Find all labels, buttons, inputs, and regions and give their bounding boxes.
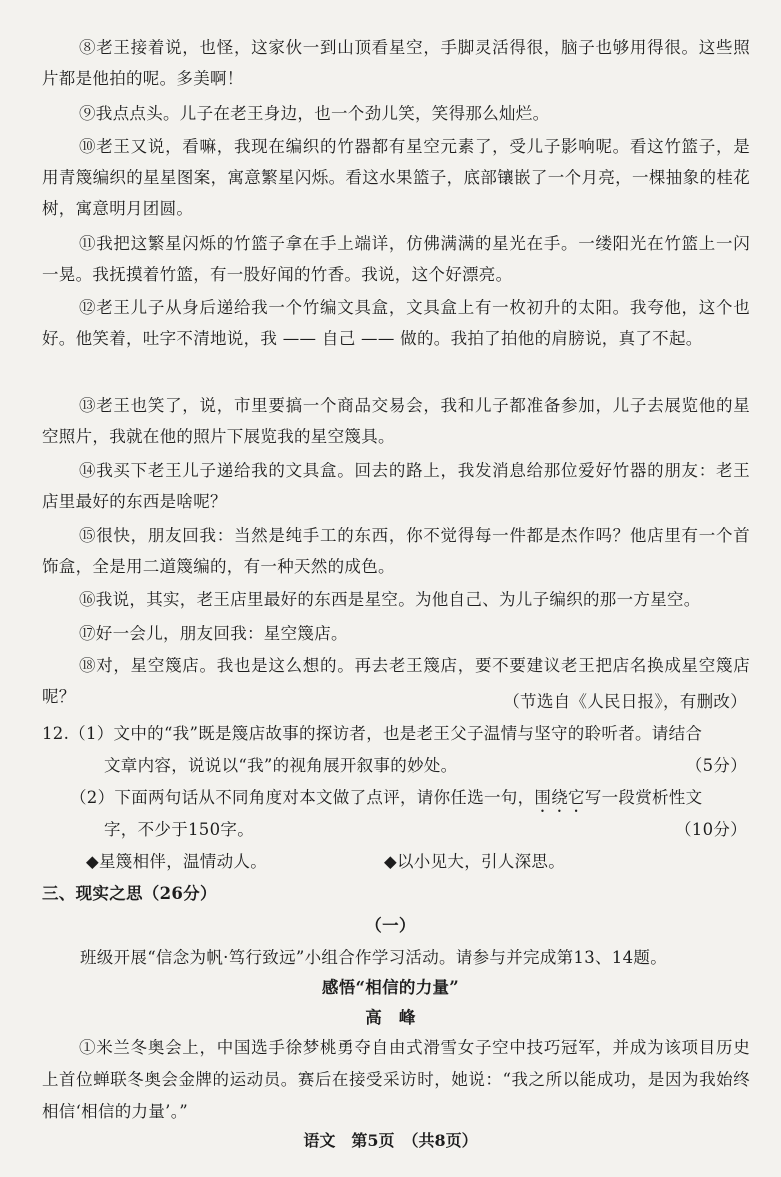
paragraph-8: ⑧老王接着说，也怪，这家伙一到山顶看星空，手脚灵活得很，脑子也够用得很。这些照片都是他拍的呢。多美啊！ <box>42 38 750 88</box>
article-author: 高 峰 <box>365 1008 416 1027</box>
question-12-part2-line2: 字，不少于150字。 <box>104 820 254 839</box>
question-12-part2-score: （10分） <box>675 820 747 839</box>
question-12-part1-score: （5分） <box>685 756 747 775</box>
section-3-intro: 班级开展“信念为帆·笃行致远”小组合作学习活动。请参与并完成第13、14题。 <box>80 948 668 967</box>
source-note: （节选自《人民日报》，有删改） <box>503 692 747 711</box>
article-paragraph-1: ①米兰冬奥会上，中国选手徐梦桃勇夺自由式滑雪女子空中技巧冠军，并成为该项目历史上首位蝉联冬奥会金牌的运动员。赛后在接受采访时，她说：“我之所以能成功，是因为我始终相信‘相信的力量’。” <box>42 1038 750 1121</box>
option-b: ◆以小见大，引人深思。 <box>384 852 565 871</box>
paragraph-9: ⑨我点点头。儿子在老王身边，也一个劲儿笑，笑得那么灿烂。 <box>79 104 550 123</box>
paragraph-11: ⑪我把这繁星闪烁的竹篮子拿在手上端详，仿佛满满的星光在手。一缕阳光在竹篮上一闪一晃。我抚摸着竹篮，有一股好闻的竹香。我说，这个好漂亮。 <box>42 234 750 284</box>
article-title: 感悟“相信的力量” <box>321 978 460 997</box>
question-12-part1-line2: 文章内容，说说以“我”的视角展开叙事的妙处。 <box>104 756 458 775</box>
paragraph-13: ⑬老王也笑了，说，市里要搞一个商品交易会，我和儿子都准备参加，儿子去展览他的星空照片，我就在他的照片下展览我的星空篾具。 <box>42 396 750 446</box>
section-3-heading: 三、现实之思（26分） <box>42 884 217 903</box>
paragraph-16: ⑯我说，其实，老王店里最好的东西是星空。为他自己、为儿子编织的那一方星空。 <box>79 590 701 609</box>
question-12-part1-line1: 12.（1）文中的“我”既是篾店故事的探访者，也是老王父子温情与坚守的聆听者。请结合 <box>42 724 703 743</box>
section-3-subheading: （一） <box>365 916 416 935</box>
paragraph-18: ⑱对，星空篾店。我也是这么想的。再去老王篾店，要不要建议老王把店名换成星空篾店呢？ <box>42 656 750 706</box>
paragraph-10: ⑩老王又说，看嘛，我现在编织的竹器都有星空元素了，受儿子影响呢。看这竹篮子，是用青篾编织的星星图案，寓意繁星闪烁。看这水果篮子，底部镶嵌了一个月亮，一棵抽象的桂花树，寓意明月团圆。 <box>42 137 750 218</box>
emphasis-text: 围绕它 <box>534 788 585 807</box>
option-a: ◆星篾相伴，温情动人。 <box>86 852 267 871</box>
page-footer: 语文 第5页 （共8页） <box>303 1131 478 1150</box>
paragraph-12: ⑫老王儿子从身后递给我一个竹编文具盒，文具盒上有一枚初升的太阳。我夸他，这个也好。他笑着，吐字不清地说，我 —— 自己 —— 做的。我拍了拍他的肩膀说，真了不起。 <box>42 298 750 348</box>
paragraph-15: ⑮很快，朋友回我：当然是纯手工的东西，你不觉得每一件都是杰作吗？他店里有一个首饰盒，全是用二道篾编的，有一种天然的成色。 <box>42 526 750 576</box>
paragraph-17: ⑰好一会儿，朋友回我：星空篾店。 <box>79 624 348 643</box>
paragraph-14: ⑭我买下老王儿子递给我的文具盒。回去的路上，我发消息给那位爱好竹器的朋友：老王店里最好的东西是啥呢？ <box>42 461 750 511</box>
question-12-part2-line1: （2）下面两句话从不同角度对本文做了点评，请你任选一句，围绕它写一段赏析性文 <box>70 788 703 807</box>
